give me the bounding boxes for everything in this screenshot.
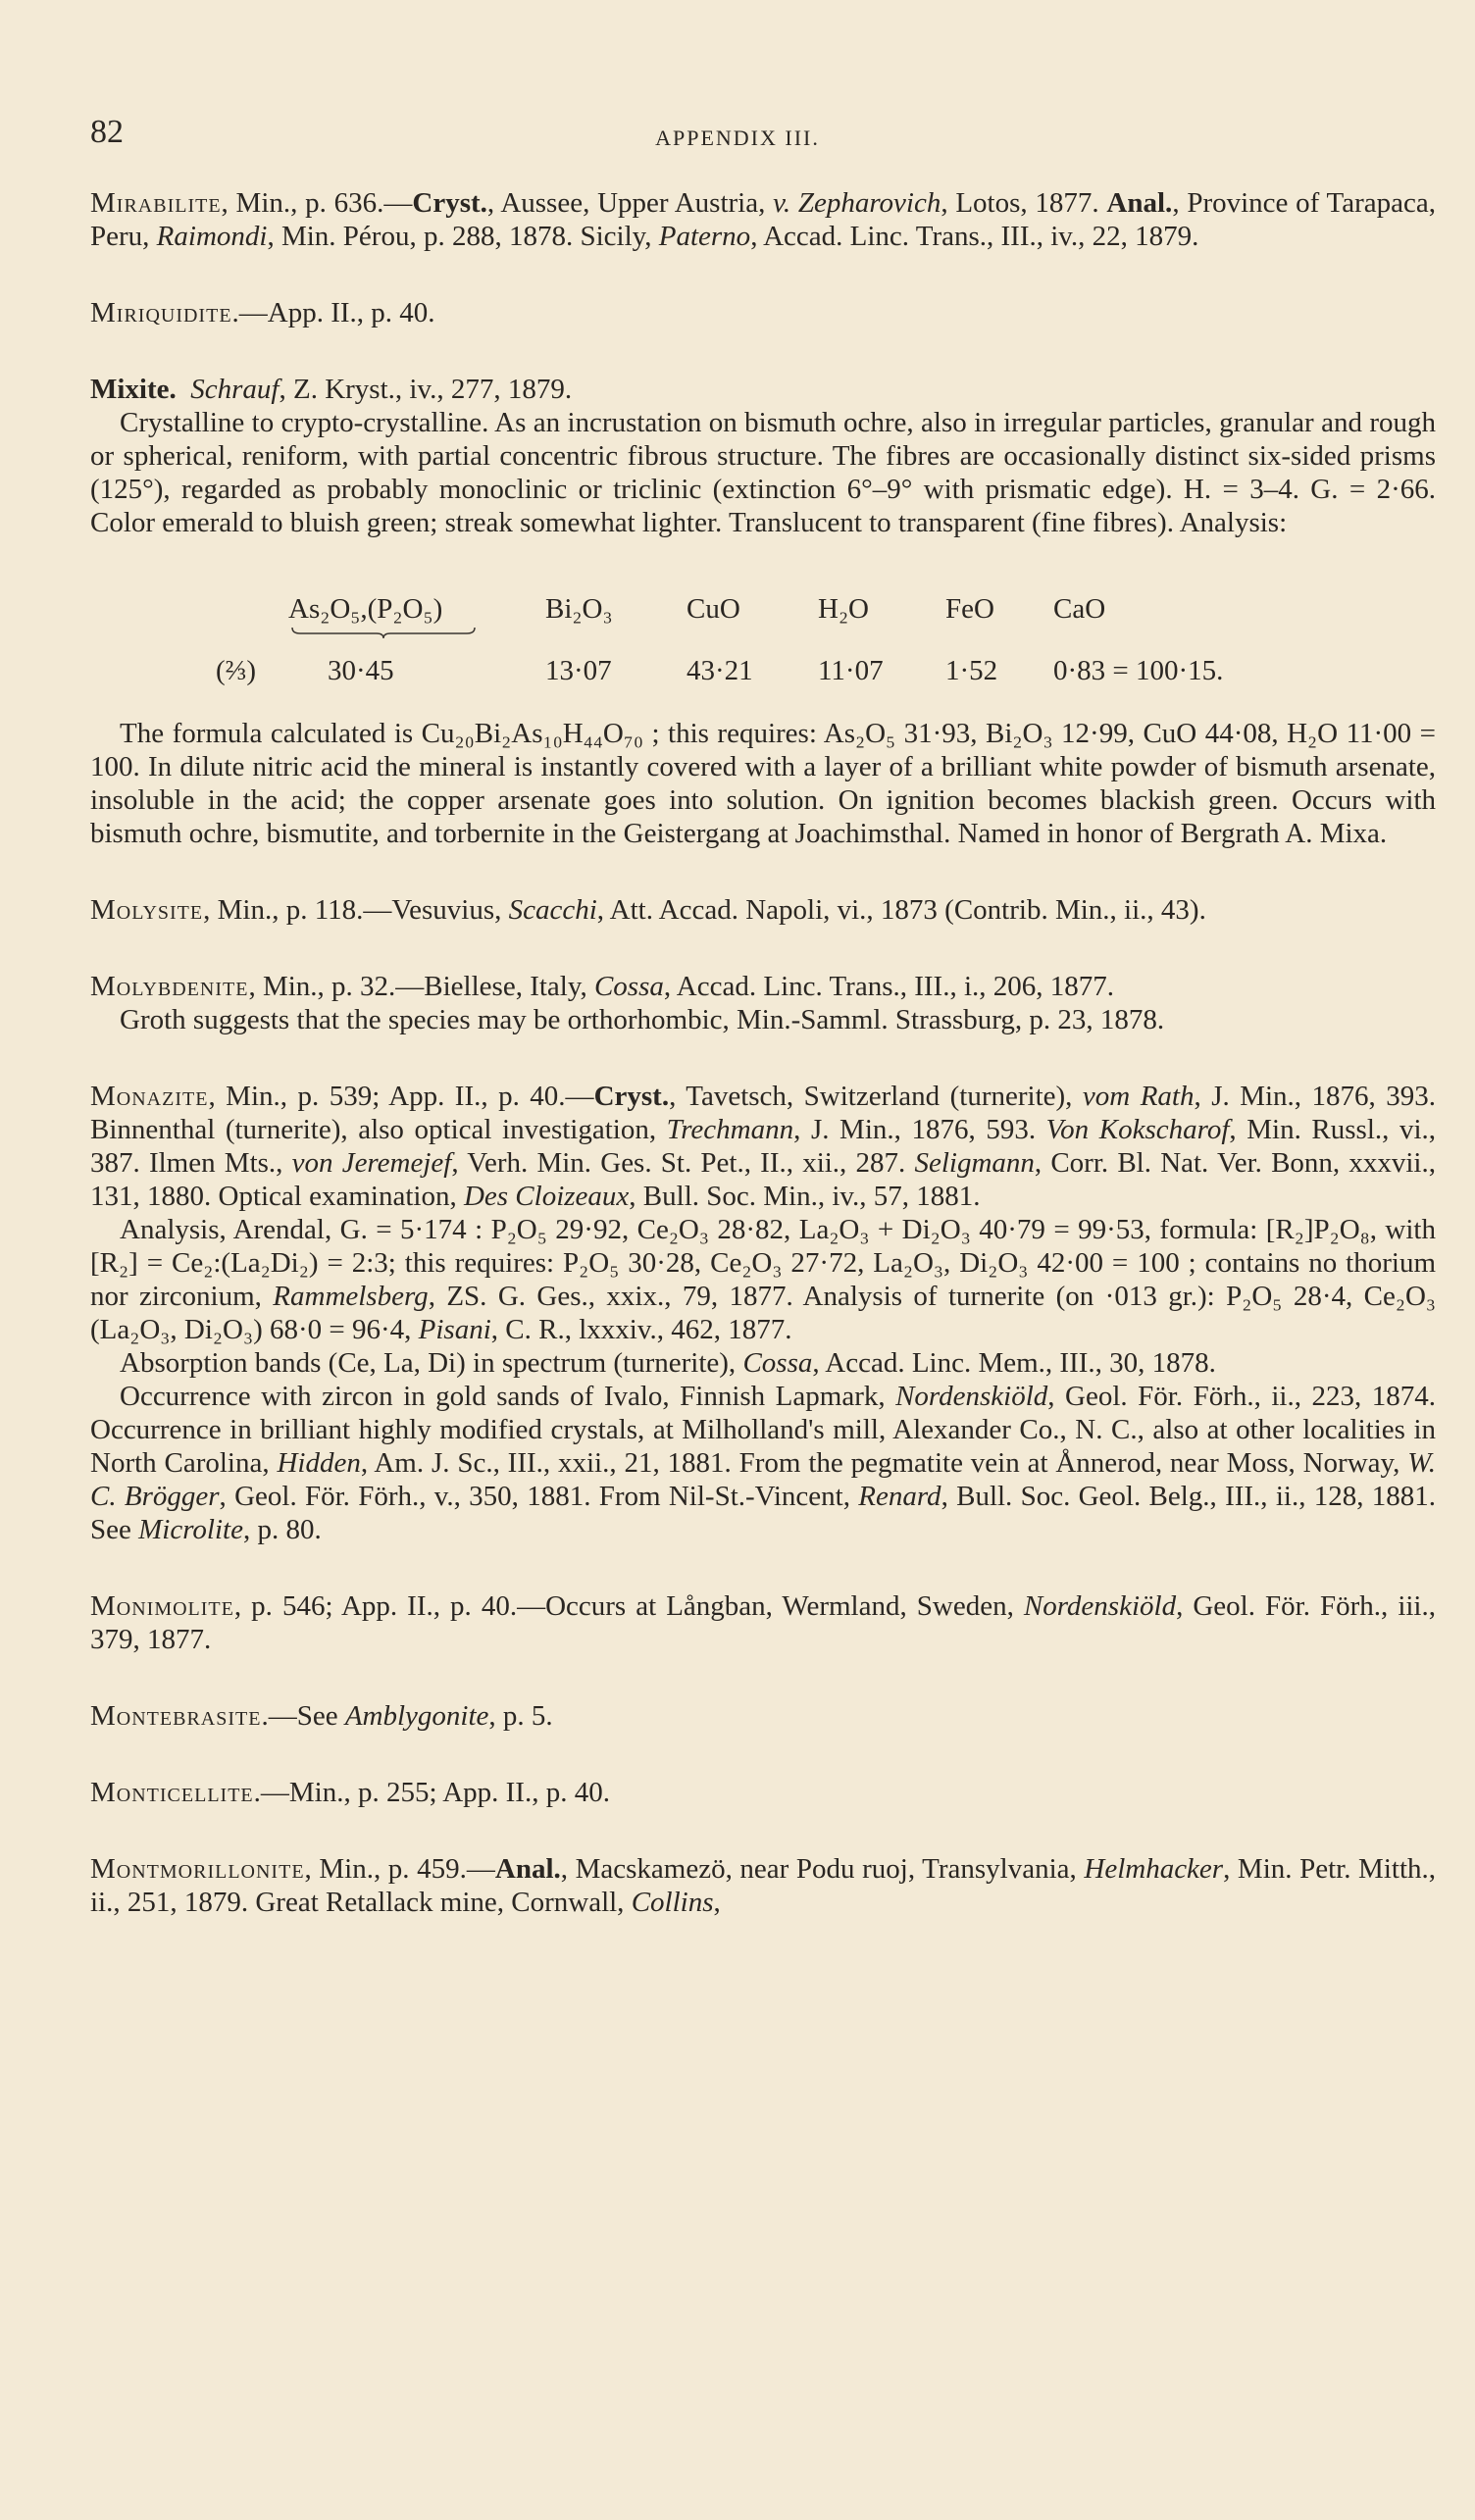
analysis-value-row [216,640,1436,687]
analysis-header: CuO [687,593,740,625]
cross-reference: Microlite [138,1514,243,1545]
entry-paragraph [90,1776,1436,1809]
entry-text: .—App. II., p. 40. [231,297,435,328]
entry-title: Monazite [90,1081,209,1112]
author-name: Scacchi [508,894,597,926]
analysis-header: Bi₂O₃ [545,593,613,625]
entry-mixite [90,373,1436,850]
entry-title: Monticellite [90,1777,254,1808]
entry-text: , Accad. Linc. Mem., III., 30, 1878. [812,1347,1216,1379]
entry-title: Montebrasite [90,1700,262,1732]
entry-text: , Min., p. 32.—Biellese, Italy, [248,971,594,1002]
entry-monticellite [90,1776,1436,1809]
author-name: Cossa [593,971,664,1002]
entry-keyword: Anal. [1106,187,1173,219]
entry-text: Occurrence with zircon in gold sands of Ivalo, Finnish Lapmark, [120,1381,896,1412]
entry-title: Mixite. [90,374,177,405]
entry-paragraph [90,296,1436,329]
entry-text: , Lotos, 1877. [941,187,1099,219]
entry-text: , C. R., lxxxiv., 462, 1877. [490,1314,792,1345]
analysis-header: As₂O₅,(P₂O₅) [288,593,443,625]
entry-text: , Min., p. 636.— [221,187,413,219]
entry-text: , J. Min., 1876, 593. [793,1114,1046,1145]
entry-paragraph [90,1380,1436,1546]
entry-paragraph [90,1080,1436,1213]
entry-text: .—Min., p. 255; App. II., p. 40. [253,1777,610,1808]
analysis-value: (⅔) [216,655,257,686]
analysis-table [216,579,1436,687]
entry-text: .—See [261,1700,345,1732]
entry-title: Miriquidite [90,297,232,328]
author-name: W. C. Brögger [90,1447,1436,1512]
entry-paragraph [90,1346,1436,1380]
entry-title: Molysite [90,894,204,926]
entry-keyword: Anal. [494,1853,561,1885]
entry-text: Absorption bands (Ce, La, Di) in spectrum (turnerite), [120,1347,743,1379]
entry-mirabilite [90,186,1436,253]
analysis-brace [290,626,1436,640]
entry-text: , Bull. Soc. Geol. Belg., III., ii., 128, 1881. See [90,1481,1437,1545]
entry-text: , [713,1887,721,1918]
entry-title: Montmorillonite [90,1853,305,1885]
entry-paragraph [90,970,1436,1003]
entry-text: , Min. Pérou, p. 288, 1878. Sicily, [267,221,659,252]
entry-paragraph [90,1699,1436,1733]
entry-miriquidite [90,296,1436,329]
entry-paragraph [90,1852,1436,1919]
author-name: Paterno [658,221,751,252]
entry-text: , Bull. Soc. Min., iv., 57, 1881. [629,1181,981,1212]
entry-paragraph [90,373,1436,406]
entry-paragraph [90,186,1436,253]
entry-text: , p. 5. [488,1700,553,1732]
author-name: Cossa [742,1347,813,1379]
author-name: von Jeremejef [291,1147,452,1179]
running-head: APPENDIX III. [655,126,820,150]
entry-keyword: Cryst. [593,1081,670,1112]
author-name: Nordenskiöld [895,1381,1048,1412]
entry-text: , Z. Kryst., iv., 277, 1879. [279,374,573,405]
entry-text: , Aussee, Upper Austria, [486,187,774,219]
author-name: Pisani [418,1314,491,1345]
entry-title: Monimolite [90,1590,234,1622]
author-name: Von Kokscharof [1045,1114,1230,1145]
entry-text: , Min. Petr. Mitth., ii., 251, 1879. Great Retallack mine, Cornwall, [90,1853,1437,1918]
entry-text: , Am. J. Sc., III., xxii., 21, 1881. From the pegmatite vein at Ånnerod, near Moss, Norway, [360,1447,1408,1479]
analysis-value: 13·07 [545,655,612,686]
author-name: Helmhacker [1084,1853,1224,1885]
entry-paragraph [90,893,1436,927]
author-name: Hidden [277,1447,361,1479]
entry-molybdenite [90,970,1436,1036]
page-header [90,116,1385,155]
entry-text: , Verh. Min. Ges. St. Pet., II., xii., 287. [451,1147,915,1179]
entry-paragraph: Groth suggests that the species may be orthorhombic, Min.-Samml. Strassburg, p. 23, 1878. [120,1004,1165,1035]
author-name: Trechmann [666,1114,794,1145]
entry-text: , Tavetsch, Switzerland (turnerite), [669,1081,1083,1112]
page-body [90,186,1436,1919]
entry-paragraph: The formula calculated is Cu₂₀Bi₂As₁₀H₄₄O₇₀ ; this requires: As₂O₅ 31·93, Bi₂O₃ 12·99, CuO 44·08, H₂O 11·00 = 100. In dilute nitric acid the mineral is instantly covered with a layer of a brilliant white powder of bismuth arsenate, insoluble in the acid; the copper arsenate goes into solution. On ignition becomes blackish green. Occurs with bismuth ochre, bismutite, and torbernite in the Geistergang at Joachimsthal. Named in honor of Bergrath A. Mixa. [90,718,1436,849]
entry-text: , Geol. För. Förh., iii., 379, 1877. [90,1590,1436,1655]
entry-text: , Accad. Linc. Trans., III., iv., 22, 1879. [750,221,1199,252]
entry-paragraph: Crystalline to crypto-crystalline. As an incrustation on bismuth ochre, also in irregular particles, granular and rough or spherical, reniform, with partial concentric fibrous structure. The fibres are occasionally distinct six-sided prisms (125°), regarded as probably monoclinic or triclinic (extinction 6°–9° with prismatic edge). H. = 3–4. G. = 2·66. Color emerald to bluish green; streak somewhat lighter. Translucent to transparent (fine fibres). Analysis: [90,407,1436,538]
entry-text: , ZS. G. Ges., xxix., 79, 1877. Analysis of turnerite (on ·013 gr.): P₂O₅ 28·4, Ce₂O₃ (La₂O₃, Di₂O₃) 68·0 = 96·4, [90,1281,1436,1345]
entry-molysite [90,893,1436,927]
author-name: Nordenskiöld [1023,1590,1177,1622]
author-name: Schrauf [190,374,280,405]
analysis-header: H₂O [818,593,869,625]
analysis-value: 0·83 = 100·15. [1053,655,1224,686]
analysis-header-row [216,579,1436,626]
entry-monimolite [90,1589,1436,1656]
entry-text: , Accad. Linc. Trans., III., i., 206, 1877. [663,971,1115,1002]
author-name: Renard [858,1481,941,1512]
analysis-header: FeO [945,593,994,625]
entry-text: , Corr. Bl. Nat. Ver. Bonn, xxxvii., 131, 1880. Optical examination, [90,1147,1436,1212]
entry-montebrasite [90,1699,1436,1733]
author-name: Raimondi [156,221,268,252]
author-name: vom Rath [1082,1081,1195,1112]
entry-paragraph [90,1213,1436,1346]
author-name: v. Zepharovich [773,187,941,219]
author-name: Des Cloizeaux [463,1181,630,1212]
entry-text: , Geol. För. Förh., ii., 223, 1874. Occurrence in brilliant highly modified crystals, at Milholland's mill, Alexander Co., N. C., also at other localities in North Carolina, [90,1381,1436,1479]
entry-keyword: Cryst. [412,187,487,219]
cross-reference: Amblygonite [344,1700,489,1732]
entry-text: , Min. Russl., vi., 387. Ilmen Mts., [90,1114,1437,1179]
analysis-value: 30·45 [328,655,394,686]
entry-text: , Min., p. 539; App. II., p. 40.— [208,1081,594,1112]
author-name: Collins [631,1887,714,1918]
entry-text: , p. 546; App. II., p. 40.—Occurs at Långban, Wermland, Sweden, [233,1590,1024,1622]
brace-icon [290,626,477,639]
entry-monazite [90,1080,1436,1546]
analysis-value: 1·52 [945,655,998,686]
entry-title: Molybdenite [90,971,249,1002]
page-number: 82 [90,114,124,150]
entry-text: , Geol. För. Förh., v., 350, 1881. From Nil-St.-Vincent, [219,1481,859,1512]
analysis-value: 43·21 [687,655,753,686]
entry-text: , Min., p. 459.— [304,1853,495,1885]
entry-text: , Att. Accad. Napoli, vi., 1873 (Contrib. Min., ii., 43). [596,894,1206,926]
entry-text: , J. Min., 1876, 393. Binnenthal (turnerite), also optical investigation, [90,1081,1436,1145]
entry-title: Mirabilite [90,187,222,219]
author-name: Seligmann [914,1147,1035,1179]
author-name: Rammelsberg [273,1281,429,1312]
entry-text: , Macskamezö, near Podu ruoj, Transylvania, [560,1853,1085,1885]
entry-text: , p. 80. [242,1514,322,1545]
entry-text: , Min., p. 118.—Vesuvius, [203,894,509,926]
analysis-header: CaO [1053,593,1106,625]
analysis-value: 11·07 [818,655,884,686]
entry-paragraph [90,1589,1436,1656]
entry-text: , Province of Tarapaca, Peru, [90,187,1436,252]
entry-text: Analysis, Arendal, G. = 5·174 : P₂O₅ 29·92, Ce₂O₃ 28·82, La₂O₃ + Di₂O₃ 40·79 = 99·53, formula: [R₂]P₂O₈, with [R₂] = Ce₂:(La₂Di₂) = 2:3; this requires: P₂O₅ 30·28, Ce₂O₃ 27·72, La₂O₃, Di₂O₃ 42·00 = 100 ; contains no thorium nor zirconium, [90,1214,1436,1312]
entry-montmorillonite [90,1852,1436,1919]
